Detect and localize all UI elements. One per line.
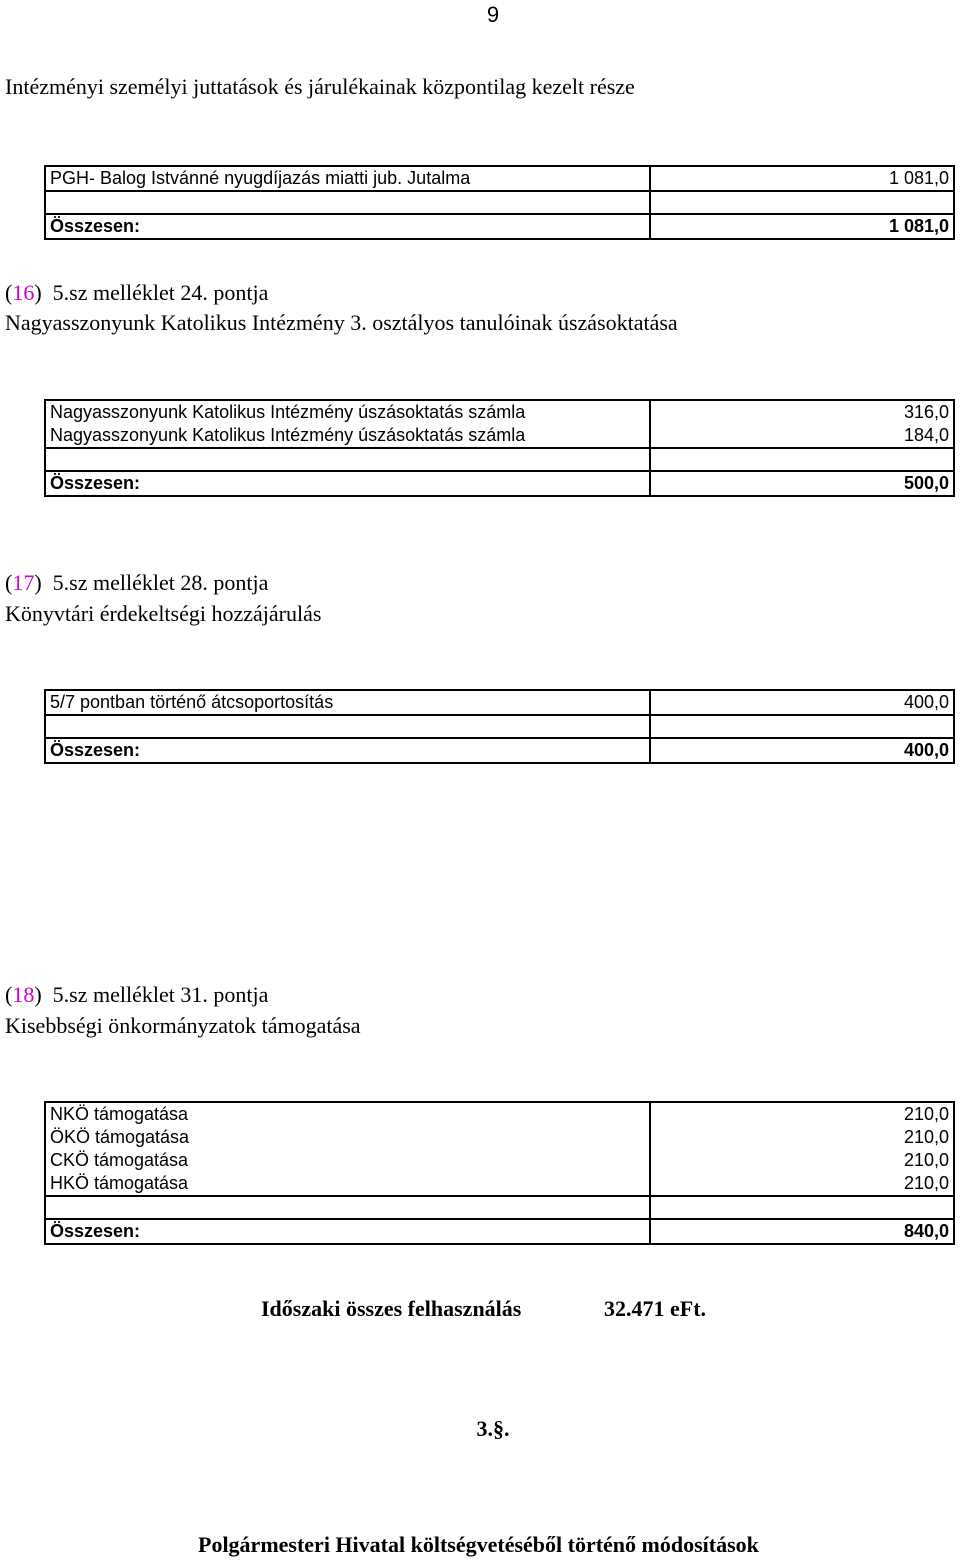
row-description: CKÖ támogatása: [45, 1149, 650, 1172]
table-row-empty: [45, 448, 954, 471]
row-description: Nagyasszonyunk Katolikus Intézmény úszásoktatás számla: [45, 400, 650, 424]
row-amount: 184,0: [650, 424, 954, 448]
table-row: [45, 690, 954, 715]
table-row: [45, 1149, 954, 1172]
section-17-number: 17: [12, 570, 35, 595]
total-amount: 840,0: [650, 1219, 954, 1244]
table-row-empty: [45, 715, 954, 738]
section-17-title: Könyvtári érdekeltségi hozzájárulás: [5, 601, 322, 626]
table-row: [45, 1172, 954, 1196]
row-amount: 210,0: [650, 1126, 954, 1149]
table-row-empty: [45, 191, 954, 214]
total-amount: 400,0: [650, 738, 954, 763]
row-description: NKÖ támogatása: [45, 1102, 650, 1126]
total-label: Összesen:: [45, 738, 650, 763]
table-row-total: [45, 738, 954, 763]
row-amount: 210,0: [650, 1149, 954, 1172]
table-row: [45, 166, 954, 191]
section-17-ref: 5.sz melléklet 28. pontja: [52, 570, 269, 595]
summary-label: Időszaki összes felhasználás: [261, 1296, 522, 1321]
section-18-number: 18: [12, 982, 35, 1007]
footer-section-title: Polgármesteri Hivatal költségvetéséből történő módosítások: [198, 1532, 759, 1557]
table-row: [45, 1126, 954, 1149]
section-16-number: 16: [12, 280, 35, 305]
section-16-title: Nagyasszonyunk Katolikus Intézmény 3. osztályos tanulóinak úszásoktatása: [5, 310, 678, 335]
table-row: [45, 400, 954, 424]
table-row-total: [45, 1219, 954, 1244]
row-description: HKÖ támogatása: [45, 1172, 650, 1196]
total-amount: 500,0: [650, 471, 954, 496]
total-amount: 1 081,0: [650, 214, 954, 239]
section-18-reference: (18) 5.sz melléklet 31. pontja: [5, 982, 269, 1007]
row-amount: 316,0: [650, 400, 954, 424]
table-row: [45, 1102, 954, 1126]
section-18-title: Kisebbségi önkormányzatok támogatása: [5, 1013, 361, 1038]
row-amount: 400,0: [650, 690, 954, 715]
table-row-total: [45, 214, 954, 239]
section-16-ref: 5.sz melléklet 24. pontja: [52, 280, 269, 305]
row-description: PGH- Balog Istvánné nyugdíjazás miatti jub. Jutalma: [45, 166, 650, 191]
page-number: 9: [486, 2, 500, 27]
row-description: Nagyasszonyunk Katolikus Intézmény úszásoktatás számla: [45, 424, 650, 448]
table-row-empty: [45, 1196, 954, 1219]
total-label: Összesen:: [45, 1219, 650, 1244]
row-description: 5/7 pontban történő átcsoportosítás: [45, 690, 650, 715]
table-swimming: [44, 399, 955, 497]
row-description: ÖKÖ támogatása: [45, 1126, 650, 1149]
paragraph-mark: 3.§.: [476, 1416, 510, 1441]
total-label: Összesen:: [45, 214, 650, 239]
section-16-reference: (16) 5.sz melléklet 24. pontja: [5, 280, 269, 305]
table-row-total: [45, 471, 954, 496]
section-title-personnel: Intézményi személyi juttatások és járulékainak központilag kezelt része: [5, 74, 635, 99]
table-row: [45, 424, 954, 448]
section-18-ref: 5.sz melléklet 31. pontja: [52, 982, 269, 1007]
section-17-reference: (17) 5.sz melléklet 28. pontja: [5, 570, 269, 595]
row-amount: 210,0: [650, 1102, 954, 1126]
row-amount: 1 081,0: [650, 166, 954, 191]
table-library: [44, 689, 955, 764]
table-personnel: [44, 165, 955, 240]
summary-value: 32.471 eFt.: [604, 1296, 707, 1321]
row-amount: 210,0: [650, 1172, 954, 1196]
table-minority: [44, 1101, 955, 1245]
total-label: Összesen:: [45, 471, 650, 496]
